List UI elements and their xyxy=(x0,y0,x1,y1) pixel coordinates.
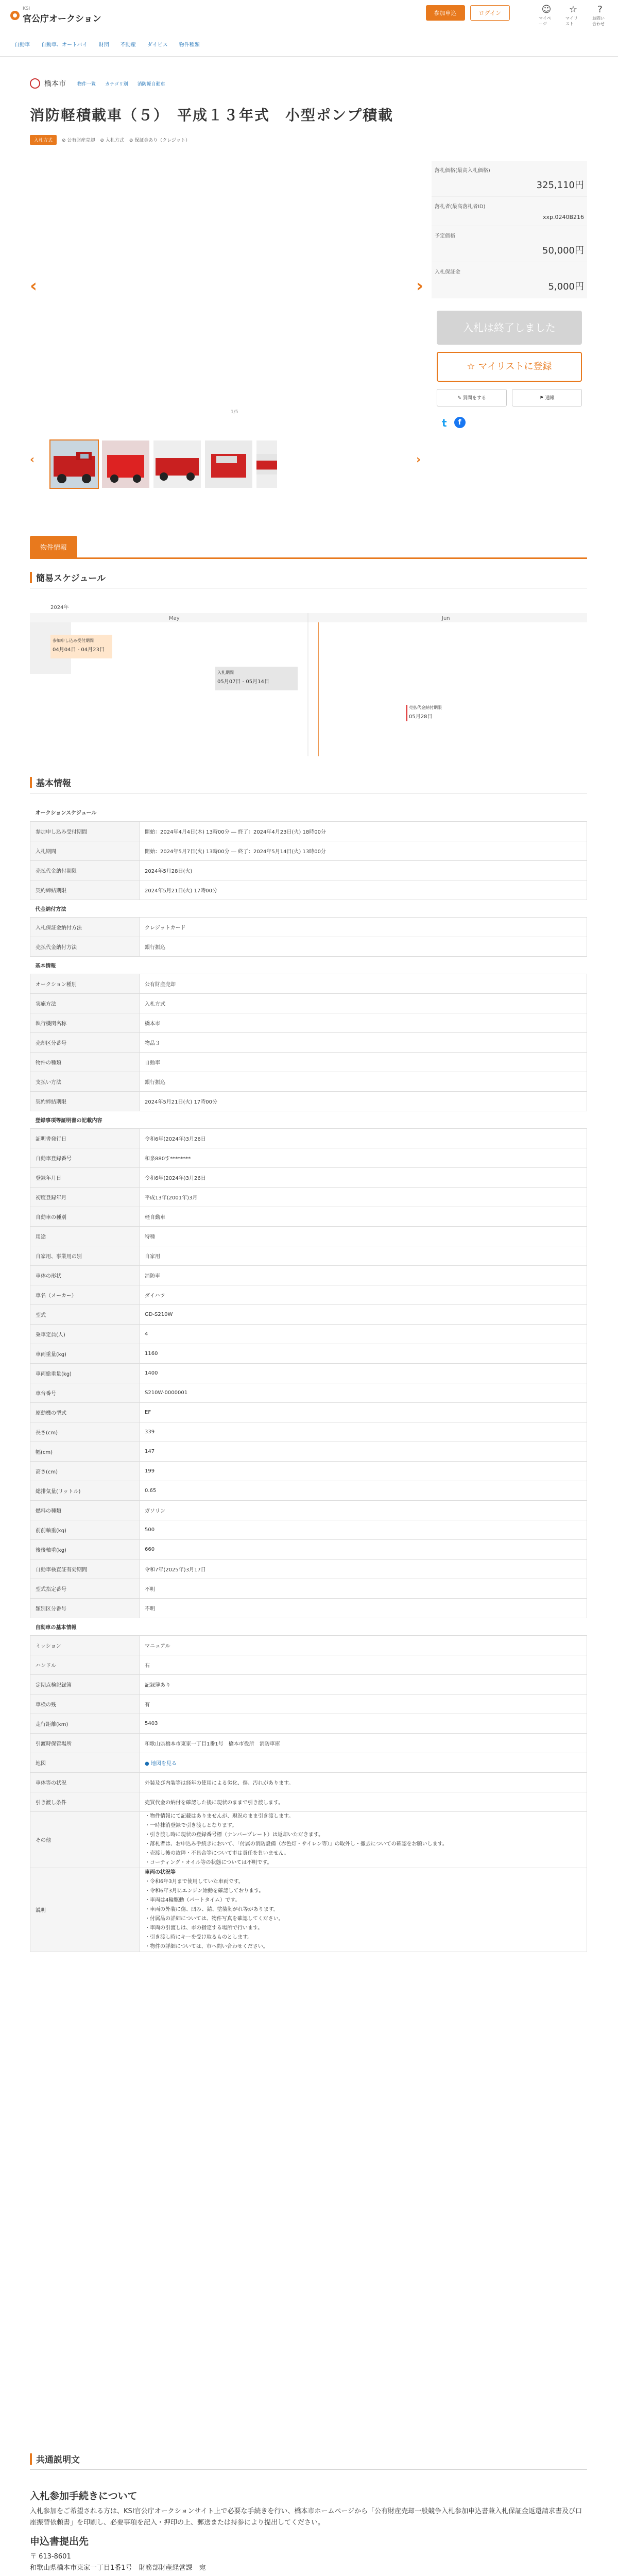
info-key: 売払代金納付方法 xyxy=(30,937,140,956)
info-value: 物品３ xyxy=(140,1032,587,1052)
basic-info-table xyxy=(30,804,587,1952)
info-value: 令和6年(2024年)3月26日 xyxy=(140,1167,587,1187)
winning-bidder-id: xxp.0240B216 xyxy=(542,214,584,221)
info-value: 2024年5月28日(火) xyxy=(140,860,587,880)
breadcrumb-item[interactable]: 消防軽自動車 xyxy=(137,81,165,87)
info-key: 車台番号 xyxy=(30,1383,140,1402)
info-key: 類別区分番号 xyxy=(30,1598,140,1618)
info-key: 自動車登録番号 xyxy=(30,1148,140,1167)
info-value: 4 xyxy=(140,1324,587,1344)
info-key: 走行距離(km) xyxy=(30,1714,140,1733)
info-key: 後後軸重(kg) xyxy=(30,1539,140,1559)
gantt-month: Jun xyxy=(442,616,450,621)
info-key: 登録年月日 xyxy=(30,1167,140,1187)
estimated-price: 50,000円 xyxy=(542,245,584,256)
info-value: 記録簿あり xyxy=(140,1674,587,1694)
info-key: 自動車の種別 xyxy=(30,1207,140,1226)
info-value: 自家用 xyxy=(140,1246,587,1265)
star-icon: ☆ xyxy=(569,4,578,15)
item-title: 消防軽積載車（５） 平成１３年式 小型ポンプ積載 xyxy=(30,107,394,124)
info-value: 5403 xyxy=(140,1714,587,1733)
info-key: 自動車検査証有効期間 xyxy=(30,1559,140,1579)
info-group-heading: 登録事項等証明書の記載内容 xyxy=(30,1111,587,1128)
gantt-bar-range: 05月07日 - 05月14日 xyxy=(217,679,269,685)
info-value: 外装及び内装等は経年の使用による劣化、傷、汚れがあります。 xyxy=(140,1772,587,1792)
tag-label: ⊘ 保証金あり（クレジット） xyxy=(129,138,191,143)
info-value: マニュアル xyxy=(140,1635,587,1655)
info-key: 車体の形状 xyxy=(30,1265,140,1285)
info-key: 引渡時保管場所 xyxy=(30,1733,140,1753)
tag-label: ⊘ 入札方式 xyxy=(100,138,124,143)
logo-icon xyxy=(10,11,20,20)
info-key: ミッション xyxy=(30,1635,140,1655)
thumbnail[interactable] xyxy=(102,440,149,488)
info-key: 自家用、事業用の別 xyxy=(30,1246,140,1265)
item-tags xyxy=(30,135,587,145)
info-key: 車体等の状況 xyxy=(30,1772,140,1792)
photo-counter: 1/5 xyxy=(231,410,238,415)
join-button[interactable]: 参加申込 xyxy=(426,5,465,21)
basic-info-heading: 基本情報 xyxy=(30,776,587,793)
info-value: 銀行振込 xyxy=(140,937,587,956)
info-value: S210W-0000001 xyxy=(140,1383,587,1402)
photo-gallery xyxy=(30,165,432,495)
gantt-month: May xyxy=(169,616,180,621)
report-button[interactable]: ⚑ 通報 xyxy=(512,389,582,406)
address-line: 〒 613-8601 xyxy=(30,2553,71,2561)
info-group-heading: 基本情報 xyxy=(30,956,587,974)
question-button[interactable]: ✎ 質問をする xyxy=(437,389,507,406)
info-value: 2024年5月21日(火) 17時00分 xyxy=(140,880,587,900)
common-heading: 共通説明文 xyxy=(30,2452,587,2470)
info-key: 説明 xyxy=(30,1868,140,1952)
info-value: EF xyxy=(140,1402,587,1422)
info-key: 契約締結期限 xyxy=(30,880,140,900)
gantt-bar-label: 入札期間 xyxy=(217,670,234,675)
info-key: 物件の種類 xyxy=(30,1052,140,1072)
contact-link[interactable]: ? お問い合わせ xyxy=(592,4,605,26)
address-line: 和歌山県橋本市東家一丁目1番1号 財務部財産経営課 宛 xyxy=(30,2564,206,2572)
info-key: 長さ(cm) xyxy=(30,1422,140,1442)
info-value: 軽自動車 xyxy=(140,1207,587,1226)
price-panel xyxy=(432,161,587,429)
question-icon: ? xyxy=(597,4,603,15)
info-value: クレジットカード xyxy=(140,917,587,937)
info-key: 乗車定員(人) xyxy=(30,1324,140,1344)
thumbnail[interactable] xyxy=(205,440,252,488)
bidder-label: 落札者(最高落札者ID) xyxy=(435,204,486,210)
info-group-heading: 自動車の基本情報 xyxy=(30,1618,587,1635)
info-key: オークション種別 xyxy=(30,974,140,993)
section-subheading: 申込書提出先 xyxy=(30,2536,89,2547)
info-key: 引き渡し条件 xyxy=(30,1792,140,1811)
info-key: 型式指定番号 xyxy=(30,1579,140,1598)
deposit-amount: 5,000円 xyxy=(548,281,584,292)
info-key: 燃料の種類 xyxy=(30,1500,140,1520)
info-key: 支払い方法 xyxy=(30,1072,140,1091)
info-key: 車名（メーカー） xyxy=(30,1285,140,1304)
info-key: 契約締結期限 xyxy=(30,1091,140,1111)
info-value: 消防車 xyxy=(140,1265,587,1285)
info-key: 車検の残 xyxy=(30,1694,140,1714)
info-key: 地図 xyxy=(30,1753,140,1772)
info-value: 199 xyxy=(140,1461,587,1481)
info-value: 令和6年(2024年)3月26日 xyxy=(140,1128,587,1148)
info-value: 2024年5月21日(火) 17時00分 xyxy=(140,1091,587,1111)
method-badge: 入札方式 xyxy=(30,135,57,145)
schedule-gantt xyxy=(30,602,587,756)
info-value: 銀行振込 xyxy=(140,1072,587,1091)
notes-value: ・物件情報にて記載はありませんが、現況のまま引き渡します。 ・一時抹消登録で引き渡しとなります。 ・引き渡し時に現状の登録番号標（ナンバープレート）は返却いただきます。 ・落札者は、お申込み手続きにおいて、「付属の消防設備（赤色灯・サイレン等）」の取外し・撤去についての確認をお願いします。 ・売渡し後の故障・不具合等について市は責任を負いません。 ・コーティング・オイル等の状態については不明です。 xyxy=(140,1811,587,1868)
tag-label: ⊘ 公有財産売却 xyxy=(62,138,95,143)
schedule-heading: 簡易スケジュール xyxy=(30,571,587,588)
gnav-item[interactable]: ダイビス xyxy=(147,42,168,48)
gantt-year: 2024年 xyxy=(50,605,69,611)
info-group-heading: 代金納付方法 xyxy=(30,900,587,917)
info-value: 右 xyxy=(140,1655,587,1674)
info-value: 自動車 xyxy=(140,1052,587,1072)
info-value: 660 xyxy=(140,1539,587,1559)
breadcrumb xyxy=(77,80,165,87)
info-key: 参加申し込み受付期間 xyxy=(30,821,140,841)
logo-small-text: KSI xyxy=(23,6,30,11)
info-key: 売払代金納付期限 xyxy=(30,860,140,880)
breadcrumb-item[interactable]: 物件一覧 xyxy=(77,81,96,87)
info-value: 売買代金の納付を確認した後に現状のままで引き渡します。 xyxy=(140,1792,587,1811)
info-value: 339 xyxy=(140,1422,587,1442)
info-value: 特種 xyxy=(140,1226,587,1246)
info-value: 橋本市 xyxy=(140,1013,587,1032)
info-value: 不明 xyxy=(140,1598,587,1618)
info-value: ガソリン xyxy=(140,1500,587,1520)
logo-text: 官公庁オークション xyxy=(23,14,101,24)
info-value: 公有財産売却 xyxy=(140,974,587,993)
info-key: 執行機関名称 xyxy=(30,1013,140,1032)
prev-photo-icon[interactable]: ‹ xyxy=(30,276,38,296)
info-key: ハンドル xyxy=(30,1655,140,1674)
municipality-name[interactable]: 橋本市 xyxy=(44,80,66,88)
info-value: 和泉880す******** xyxy=(140,1148,587,1167)
gnav-item[interactable]: 不動産 xyxy=(120,42,136,48)
thumb-next-icon[interactable]: › xyxy=(416,453,421,466)
info-group-heading: オークションスケジュール xyxy=(30,804,587,821)
info-key: 用途 xyxy=(30,1226,140,1246)
info-key: 原動機の型式 xyxy=(30,1402,140,1422)
common-description xyxy=(30,2483,587,2576)
map-link[interactable]: ● 地図を見る xyxy=(140,1753,587,1772)
info-value: 令和7年(2025年)3月17日 xyxy=(140,1559,587,1579)
tab-item-info[interactable]: 物件情報 xyxy=(30,536,77,558)
thumb-prev-icon[interactable]: ‹ xyxy=(30,453,35,466)
deposit-label: 入札保証金 xyxy=(435,269,460,275)
gnav-item[interactable]: 自動車、オートバイ xyxy=(41,42,88,48)
info-value: 147 xyxy=(140,1442,587,1461)
user-icon: ☺ xyxy=(541,4,552,15)
info-value: 1400 xyxy=(140,1363,587,1383)
site-logo[interactable] xyxy=(10,6,101,24)
info-value: 500 xyxy=(140,1520,587,1539)
price-label: 落札価格(最高入札価格) xyxy=(435,168,490,174)
section-subheading: 入札参加手続きについて xyxy=(30,2490,138,2502)
gnav-item[interactable]: 自動車 xyxy=(14,42,30,48)
info-value: 平成13年(2001年)3月 xyxy=(140,1187,587,1207)
info-value: 0.65 xyxy=(140,1481,587,1500)
gnav-item[interactable]: 財団 xyxy=(98,42,109,48)
winning-price: 325,110円 xyxy=(536,180,584,191)
info-key: その他 xyxy=(30,1811,140,1868)
info-key: 売却区分番号 xyxy=(30,1032,140,1052)
info-key: 実施方法 xyxy=(30,993,140,1013)
info-value: 入札方式 xyxy=(140,993,587,1013)
info-key: 車両重量(kg) xyxy=(30,1344,140,1363)
info-value: 和歌山県橋本市東家一丁目1番1号 橋本市役所 消防車庫 xyxy=(140,1733,587,1753)
main-photo[interactable] xyxy=(50,170,411,412)
info-key: 総排気量(リットル) xyxy=(30,1481,140,1500)
bidding-ended-button: 入札は終了しました xyxy=(437,311,582,345)
global-nav xyxy=(14,40,200,48)
info-value: 不明 xyxy=(140,1579,587,1598)
municipality-emblem-icon xyxy=(30,78,40,89)
info-value: 1160 xyxy=(140,1344,587,1363)
paragraph: 入札参加をご希望される方は、KSI官公庁オークションサイト上で必要な手続きを行い、橋本市ホームページから「公有財産売却一般競争入札参加申込書兼入札保証金返還請求書及び口座振替依頼書」を印刷し、必要事項を記入・押印の上、郵送または持参により提出してください。 xyxy=(30,2507,582,2527)
info-key: 定期点検記録簿 xyxy=(30,1674,140,1694)
info-value: 開始：2024年5月7日(火) 13時00分 ― 終了：2024年5月14日(火) 13時00分 xyxy=(140,841,587,860)
info-key: 証明書発行日 xyxy=(30,1128,140,1148)
info-key: 型式 xyxy=(30,1304,140,1324)
municipality-bar xyxy=(30,78,587,89)
description-value: 車両の状況等 ・令和6年3月まで使用していた車両です。 ・令和6年3月にエンジン始動を確認しております。 ・車両は4輪駆動（パートタイム）です。 ・車両の外装に傷、凹み、錆、塗装剥がれ等があります。 ・付属品の詳細については、物件写真を確認してください。 ・車両の引渡しは、市の指定する場所で行います。 ・引き渡し時にキーを受け取るものとします。 ・物件の詳細については、市へ問い合わせください。 xyxy=(140,1868,587,1952)
info-value: 有 xyxy=(140,1694,587,1714)
next-photo-icon[interactable]: › xyxy=(416,276,424,296)
mypage-link[interactable]: ☺ マイページ xyxy=(539,4,552,26)
tab-underline xyxy=(30,557,587,559)
gnav-item[interactable]: 物件種類 xyxy=(179,42,200,48)
info-key: 高さ(cm) xyxy=(30,1461,140,1481)
facebook-icon[interactable]: f xyxy=(454,417,466,428)
info-value: 開始：2024年4月4日(木) 13時00分 ― 終了：2024年4月23日(火) 18時00分 xyxy=(140,821,587,841)
info-key: 車両総重量(kg) xyxy=(30,1363,140,1383)
info-key: 幅(cm) xyxy=(30,1442,140,1461)
site-header xyxy=(0,0,618,57)
thumbnail[interactable] xyxy=(50,440,98,488)
breadcrumb-item[interactable]: カテゴリ別 xyxy=(105,81,128,87)
info-key: 前前軸重(kg) xyxy=(30,1520,140,1539)
info-key: 入札保証金納付方法 xyxy=(30,917,140,937)
thumbnail[interactable] xyxy=(256,440,277,488)
gantt-bar-label: 参加申し込み受付期間 xyxy=(53,638,94,643)
thumbnail[interactable] xyxy=(153,440,201,488)
mylist-link[interactable]: ☆ マイリスト xyxy=(565,4,578,26)
login-button[interactable]: ログイン xyxy=(470,5,510,21)
info-value: ダイハツ xyxy=(140,1285,587,1304)
gantt-bar-range: 04月04日 - 04月23日 xyxy=(53,647,105,653)
info-key: 入札期間 xyxy=(30,841,140,860)
info-value: GD-S210W xyxy=(140,1304,587,1324)
twitter-icon[interactable]: t xyxy=(442,417,447,429)
gantt-bar-range: 05月28日 xyxy=(409,714,433,720)
estimate-label: 予定価格 xyxy=(435,233,455,239)
gantt-bar-label: 売払代金納付期限 xyxy=(409,705,442,710)
info-key: 初度登録年月 xyxy=(30,1187,140,1207)
add-mylist-button[interactable]: ☆ マイリストに登録 xyxy=(437,352,582,382)
